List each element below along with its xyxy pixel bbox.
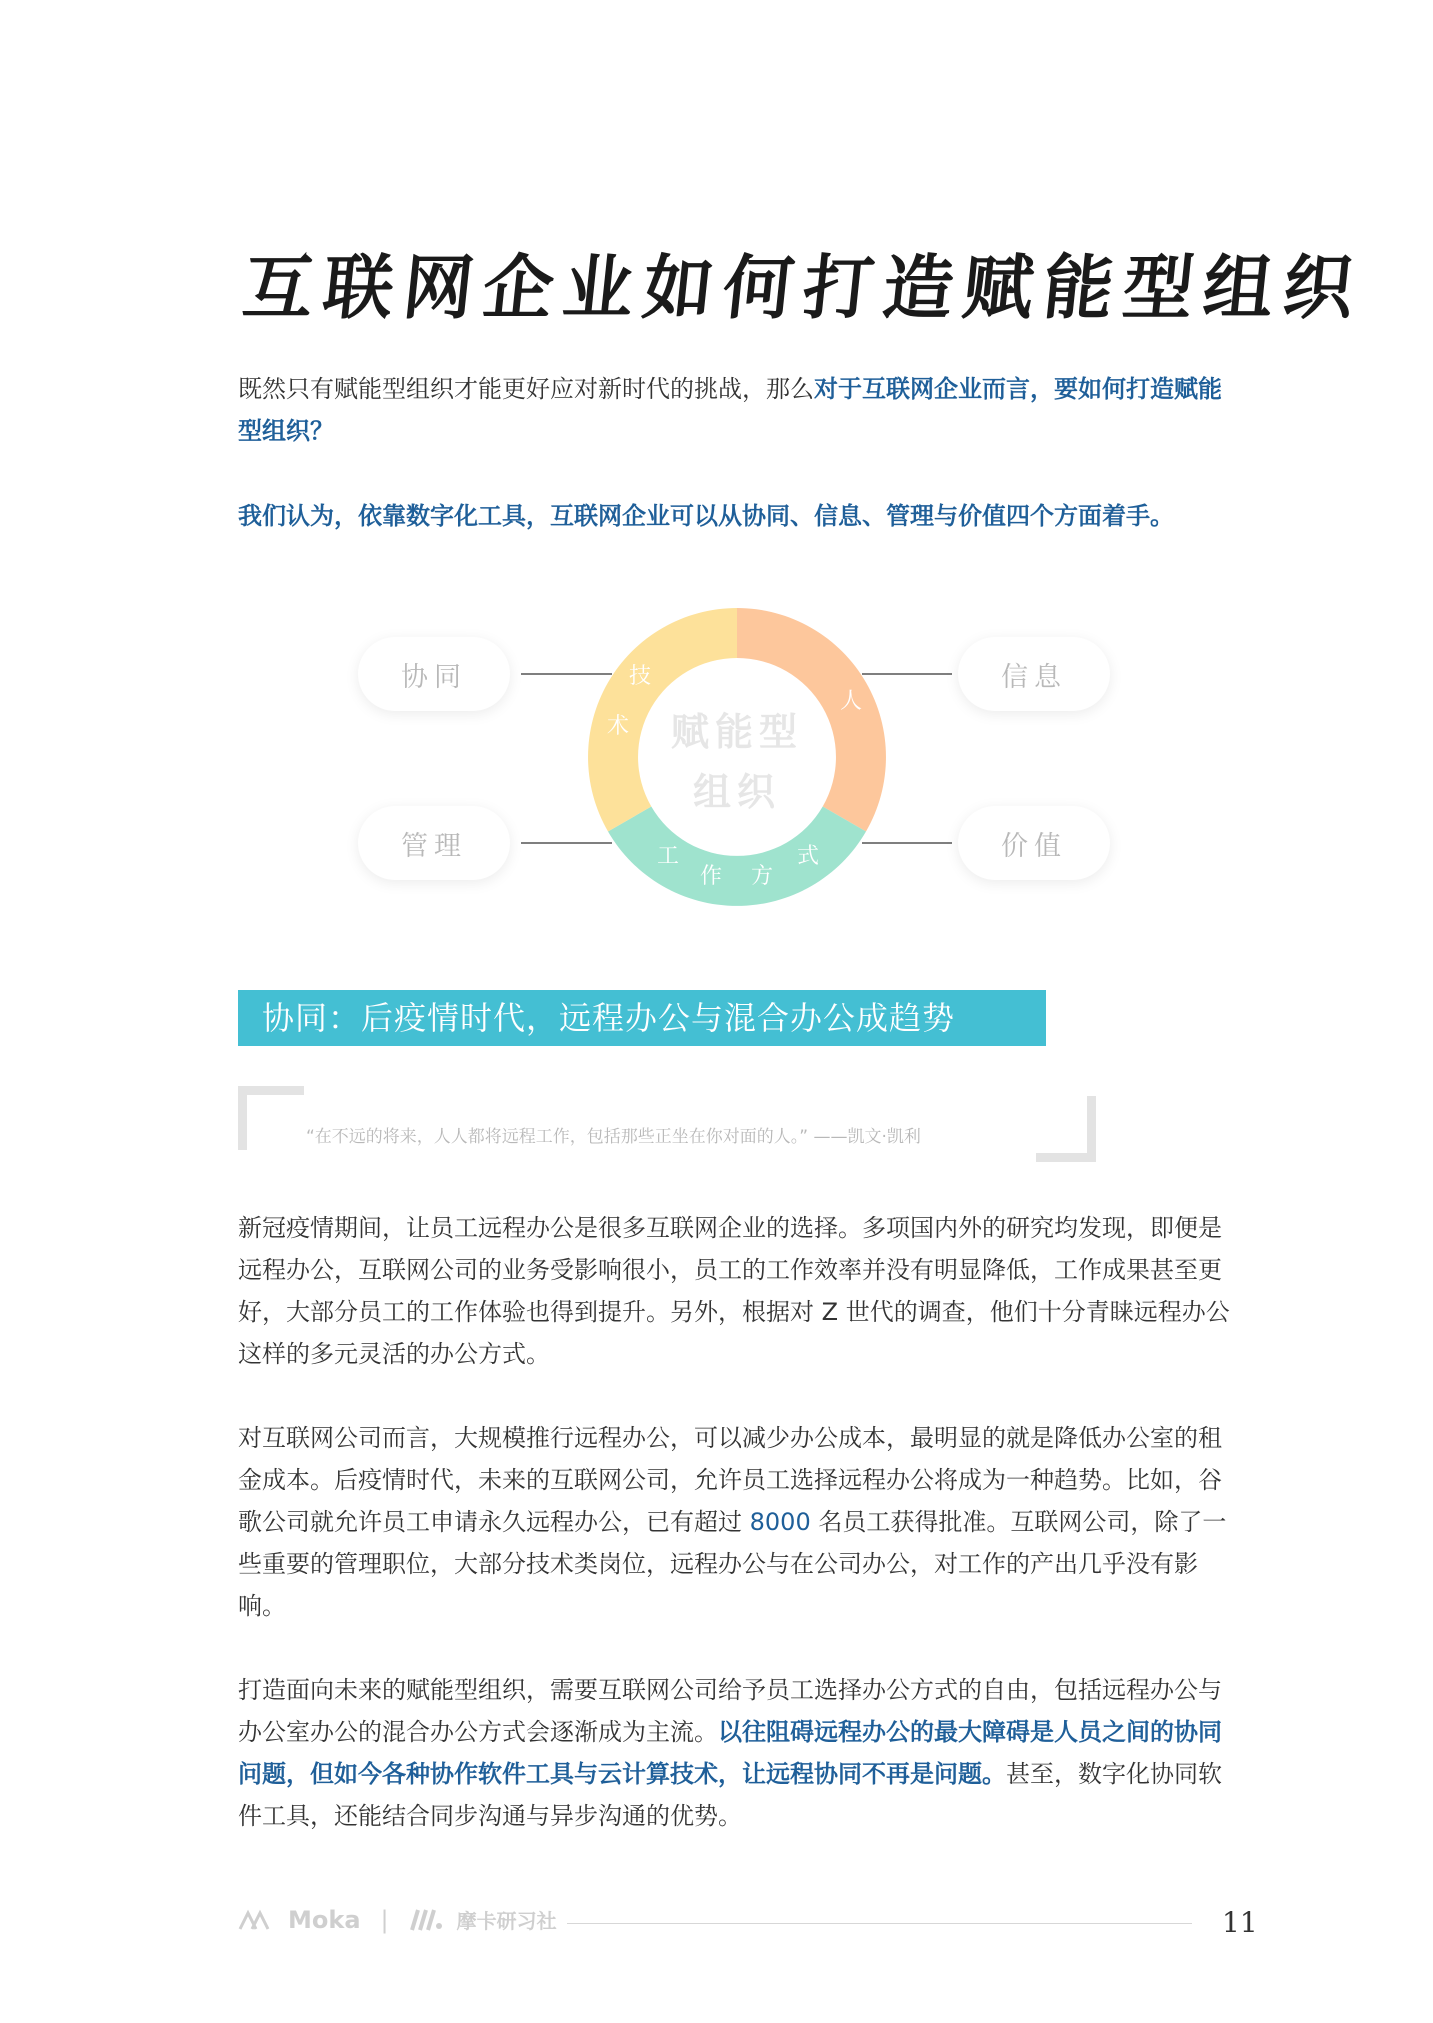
paragraph-2-text-a: 对互联网公司而言，大规模推行远程办公，可以减少办公成本，最明显的就是降低办公室的租金成本。后疫情时代，未来的互联网公司，允许员工选择远程办公将成为一种趋势。比如，谷歌公司就允许员工申请永久远程办公，已有超过 <box>238 1424 1222 1536</box>
page-number: 11 <box>1222 1906 1258 1939</box>
intro-text: 既然只有赋能型组织才能更好应对新时代的挑战，那么 <box>238 375 814 403</box>
paragraph-3 <box>238 1669 1245 1837</box>
footer-brand <box>238 1905 557 1934</box>
paragraph-3-text-b: 甚至，数字化协同软件工具，还能结合同步沟通与异步沟通的优势。 <box>238 1760 1222 1830</box>
ring-label-tech-2: 术 <box>606 714 630 739</box>
brand-separator: | <box>380 1905 389 1934</box>
ring-label-work-3: 方 <box>750 864 774 889</box>
quote-text: “在不远的将来，人人都将远程工作，包括那些正坐在你对面的人。” ——凯文·凯利 <box>306 1127 921 1147</box>
paragraph-2 <box>238 1417 1245 1627</box>
pill-management: 管理 <box>358 806 510 880</box>
empowerment-diagram <box>0 560 1433 930</box>
paragraph-2-number: 8000 <box>749 1508 811 1536</box>
quote-bracket-top-left <box>238 1086 304 1150</box>
section-heading: 协同：后疫情时代，远程办公与混合办公成趋势 <box>238 990 1046 1046</box>
ring-label-work-4: 式 <box>796 844 820 869</box>
intro-highlight: 对于互联网企业而言，要如何打造赋能型组织？ <box>238 375 1222 445</box>
paragraph-2-text-b: 名员工获得批准。互联网公司，除了一些重要的管理职位，大部分技术类岗位，远程办公与在公司办公，对工作的产出几乎没有影响。 <box>238 1508 1227 1620</box>
center-label-line1: 赋能型 <box>670 710 804 754</box>
moka-logo-icon <box>238 1909 274 1931</box>
ring-label-tech-1: 技 <box>628 664 652 689</box>
pill-collaboration: 协同 <box>358 637 510 711</box>
pill-value: 价值 <box>958 806 1110 880</box>
ring-label-people: 人 <box>839 689 863 714</box>
paragraph-1: 新冠疫情期间，让员工远程办公是很多互联网企业的选择。多项国内外的研究均发现，即便是远程办公，互联网公司的业务受影响很小，员工的工作效率并没有明显降低，工作成果甚至更好，大部分员工的工作体验也得到提升。另外，根据对 Z 世代的调查，他们十分青睐远程办公这样的多元灵活的办公方式。 <box>238 1214 1230 1368</box>
ring-label-work-2: 作 <box>699 864 723 889</box>
brand-moka: Moka <box>288 1905 361 1934</box>
page-title: 互联网企业如何打造赋能型组织 <box>239 247 1368 329</box>
footer-divider <box>567 1923 1192 1924</box>
pill-information: 信息 <box>958 637 1110 711</box>
ring-label-work-1: 工 <box>656 844 680 869</box>
center-label-line2: 组织 <box>692 770 782 814</box>
paragraph-3-highlight: 以往阻碍远程办公的最大障碍是人员之间的协同问题，但如今各种协作软件工具与云计算技术，让远程协同不再是问题。 <box>238 1718 1222 1788</box>
moka-club-logo-icon <box>409 1908 443 1932</box>
intro-paragraph <box>238 368 1245 452</box>
ring-segment-work <box>608 807 866 906</box>
thesis-text: 我们认为，依靠数字化工具，互联网企业可以从协同、信息、管理与价值四个方面着手。 <box>238 502 1174 530</box>
brand-moka-club: 摩卡研习社 <box>456 1909 557 1933</box>
paragraph-3-text-a: 打造面向未来的赋能型组织，需要互联网公司给予员工选择办公方式的自由，包括远程办公与办公室办公的混合办公方式会逐渐成为主流。 <box>238 1676 1222 1746</box>
